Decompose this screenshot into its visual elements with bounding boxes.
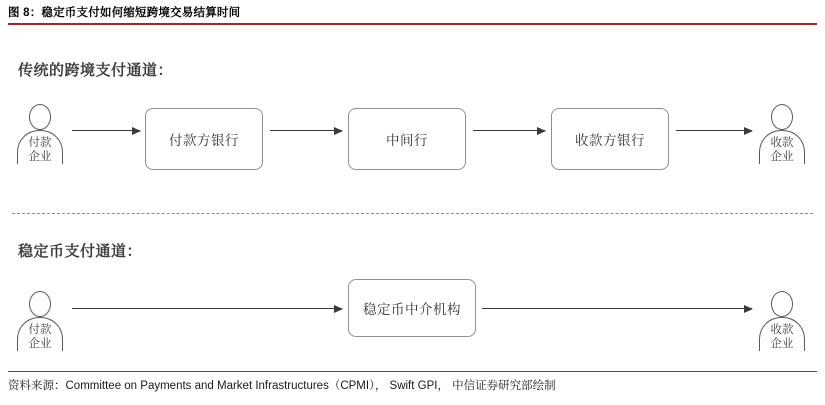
actor-label-line2: 企业 (770, 151, 794, 163)
node-label: 付款方银行 (169, 133, 239, 148)
arrow-stablecoin-intermediary-to-payee (482, 308, 752, 309)
node-label: 中间行 (386, 133, 428, 148)
person-head-icon (29, 291, 51, 317)
actor-payee-stablecoin (756, 291, 808, 351)
figure-title: 图 8：稳定币支付如何缩短跨境交易结算时间 (8, 7, 241, 19)
section-heading-stablecoin: 稳定币支付通道： (18, 243, 143, 260)
section-heading-traditional: 传统的跨境支付通道： (18, 62, 174, 79)
node-payee-bank (551, 108, 669, 170)
actor-payer-traditional (14, 104, 66, 164)
person-body-icon (17, 317, 63, 351)
node-payer-bank (145, 108, 263, 170)
node-intermediary-bank (348, 108, 466, 170)
section-separator-dashed (12, 213, 813, 214)
actor-payee-traditional (756, 104, 808, 164)
actor-label-line2: 企业 (770, 338, 794, 350)
arrow-intermediary-to-payee-bank (473, 130, 545, 131)
actor-label (18, 323, 62, 351)
person-body-icon (17, 130, 63, 164)
person-head-icon (771, 104, 793, 130)
arrow-payer-to-payer-bank (72, 130, 140, 131)
actor-label-line1: 收款 (770, 137, 794, 149)
arrow-payer-bank-to-intermediary (270, 130, 342, 131)
node-stablecoin-intermediary (348, 279, 476, 337)
arrow-payer-to-stablecoin-intermediary (72, 308, 342, 309)
actor-label (18, 136, 62, 164)
title-divider-rule (8, 23, 817, 25)
person-head-icon (29, 104, 51, 130)
actor-label-line2: 企业 (28, 151, 52, 163)
actor-label-line2: 企业 (28, 338, 52, 350)
figure-source: 资料来源：Committee on Payments and Market Infrastructures（CPMI）， Swift GPI， 中信证券研究部绘制 (8, 380, 556, 392)
person-body-icon (759, 317, 805, 351)
person-head-icon (771, 291, 793, 317)
actor-label-line1: 付款 (28, 324, 52, 336)
arrow-payee-bank-to-payee (676, 130, 752, 131)
actor-label-line1: 付款 (28, 137, 52, 149)
actor-label (760, 136, 804, 164)
actor-label (760, 323, 804, 351)
node-label: 收款方银行 (575, 133, 645, 148)
footer-divider-rule (8, 371, 817, 372)
person-body-icon (759, 130, 805, 164)
actor-label-line1: 收款 (770, 324, 794, 336)
actor-payer-stablecoin (14, 291, 66, 351)
node-label: 稳定币中介机构 (363, 302, 461, 317)
